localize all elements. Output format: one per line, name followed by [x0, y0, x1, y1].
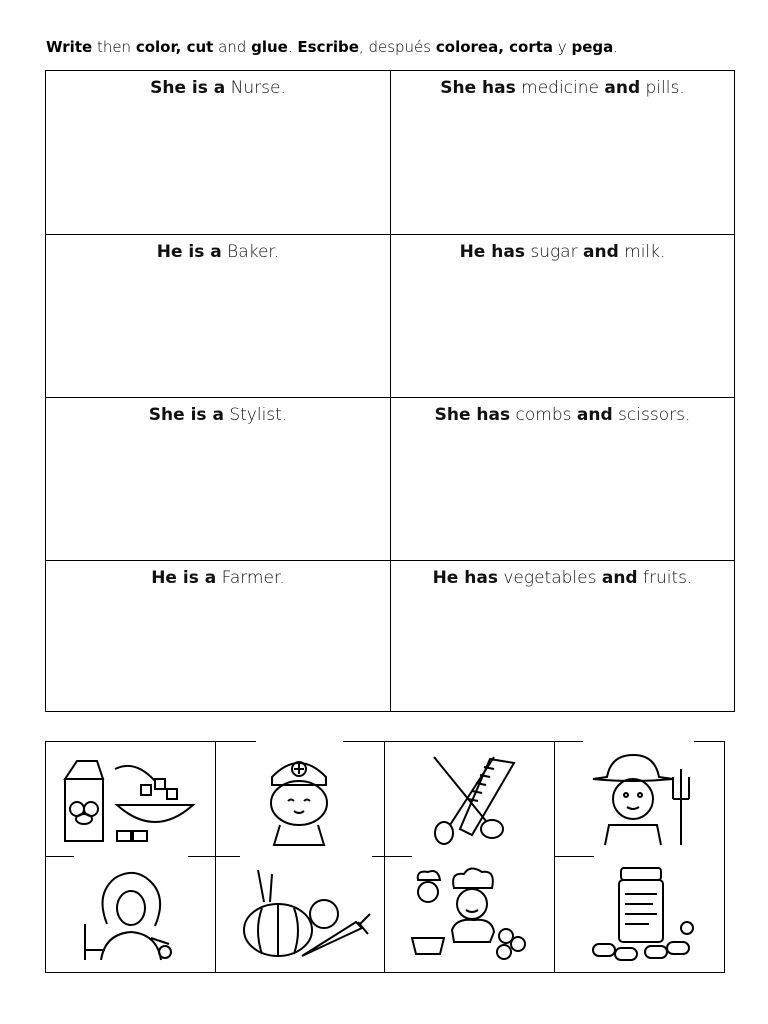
- sentence-and: and: [604, 78, 641, 98]
- sentence-item: pills.: [640, 78, 685, 98]
- sentence-cell-items: [391, 235, 734, 398]
- cut-line: [343, 741, 583, 742]
- sentence-cell-occupation: [46, 235, 391, 398]
- cut-line: [554, 856, 594, 857]
- sentence-noun: Stylist.: [223, 405, 288, 425]
- baker-picture: [389, 861, 549, 967]
- sentence-bold: He has: [432, 568, 498, 588]
- instr-colorea-corta: colorea, corta: [435, 38, 554, 56]
- worksheet-row: [46, 397, 734, 561]
- cut-line: [215, 741, 216, 972]
- sentence-and: and: [583, 242, 619, 262]
- cut-line: [554, 741, 555, 972]
- instr-text: , después: [358, 38, 436, 56]
- sentence-cell-items: [391, 561, 734, 712]
- sentence-item: combs: [510, 405, 577, 425]
- sentence-item: scissors.: [612, 405, 691, 425]
- stylist-picture: [50, 861, 210, 967]
- instr-write: Write: [46, 38, 93, 56]
- instructions: [46, 36, 746, 58]
- milk-and-sugar-picture: [50, 746, 210, 852]
- worksheet-table: [45, 70, 735, 712]
- cut-line: [694, 741, 724, 742]
- sentence-bold: She is a: [150, 78, 226, 98]
- sentence-and: and: [576, 405, 613, 425]
- instr-pega: pega: [571, 38, 614, 56]
- instr-glue: glue: [251, 38, 288, 56]
- instr-text: .: [287, 38, 298, 56]
- worksheet-row: [46, 71, 734, 234]
- sentence-item: fruits.: [637, 568, 693, 588]
- sentence-cell-occupation: [46, 561, 391, 712]
- instr-text: .: [613, 38, 619, 56]
- cut-line: [46, 741, 256, 742]
- sentence-cell-occupation: [46, 398, 391, 561]
- comb-and-scissors-picture: [389, 746, 549, 852]
- sentence-bold: He is a: [156, 242, 222, 262]
- instr-text: and: [213, 38, 252, 56]
- cut-line: [188, 856, 240, 857]
- cut-line: [372, 856, 412, 857]
- sentence-item: milk.: [618, 242, 666, 262]
- sentence-bold: He is a: [151, 568, 217, 588]
- cutout-pictures: [45, 741, 725, 973]
- sentence-bold: She is a: [148, 405, 224, 425]
- sentence-item: vegetables: [497, 568, 602, 588]
- worksheet-row: [46, 560, 734, 712]
- cut-line: [46, 856, 74, 857]
- worksheet-row: [46, 234, 734, 398]
- vegetables-and-fruits-picture: [219, 861, 379, 967]
- instr-text: y: [553, 38, 572, 56]
- nurse-picture: [219, 746, 379, 852]
- sentence-noun: Nurse.: [225, 78, 286, 98]
- cut-line: [384, 741, 385, 972]
- sentence-cell-items: [391, 398, 734, 561]
- instr-escribe: Escribe: [297, 38, 359, 56]
- instr-color-cut: color, cut: [135, 38, 214, 56]
- sentence-bold: He has: [459, 242, 525, 262]
- sentence-and: and: [601, 568, 638, 588]
- sentence-noun: Baker.: [221, 242, 280, 262]
- sentence-cell-items: [391, 71, 734, 234]
- sentence-cell-occupation: [46, 71, 391, 234]
- farmer-picture: [558, 746, 718, 852]
- sentence-item: sugar: [524, 242, 583, 262]
- medicine-and-pills-picture: [558, 861, 718, 967]
- sentence-item: medicine: [515, 78, 605, 98]
- sentence-bold: She has: [434, 405, 511, 425]
- sentence-noun: Farmer.: [216, 568, 285, 588]
- sentence-bold: She has: [440, 78, 516, 98]
- instr-text: then: [92, 38, 136, 56]
